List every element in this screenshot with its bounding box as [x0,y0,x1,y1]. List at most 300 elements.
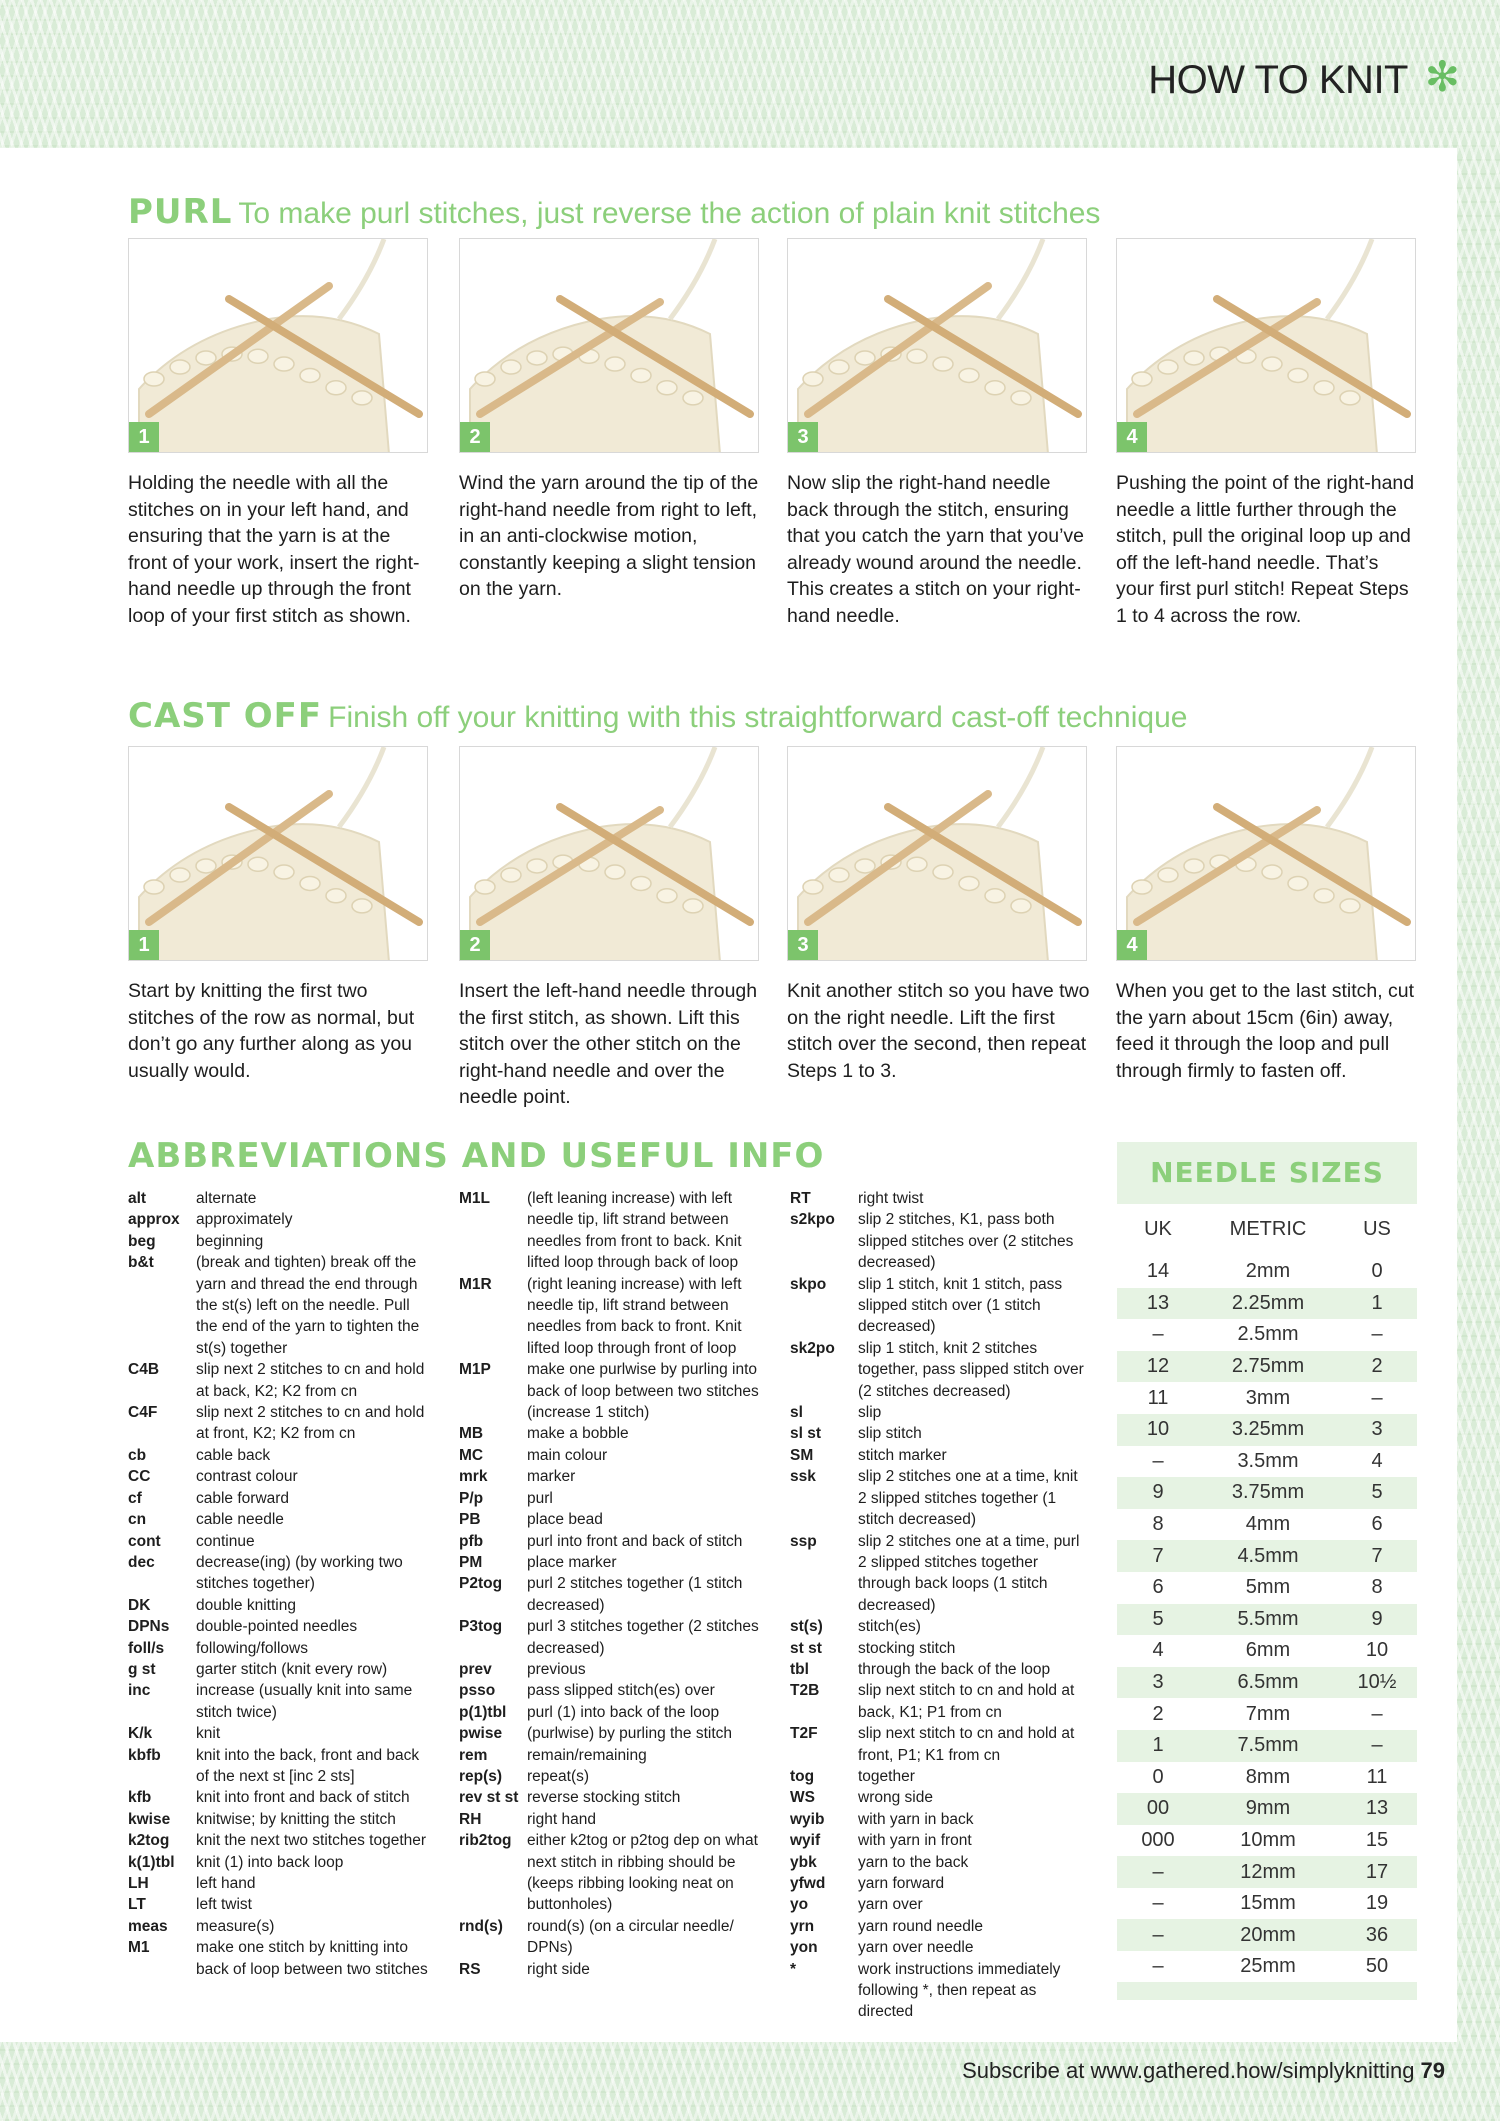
needle-size-row [1117,1856,1417,1888]
needle-size-metric: 3.25mm [1231,1418,1305,1441]
abbreviation-definition: knit into the back, front and back of the next st [inc 2 sts] [196,1746,420,1785]
abbreviation-entry [128,1488,428,1509]
abbreviation-term: MC [459,1446,484,1464]
abbreviation-definition: yarn round needle [858,1917,983,1935]
abbreviation-definition: slip stitch [858,1425,922,1443]
needle-size-uk: 10 [1146,1418,1170,1441]
abbreviation-definition: right twist [858,1190,924,1207]
needle-size-us: 15 [1365,1828,1389,1851]
abbreviation-entry [128,1937,428,1980]
abbreviation-entry [459,1552,759,1573]
needle-size-metric: 6mm [1245,1639,1291,1662]
abbreviation-definition: work instructions immediately following *, then repeat as directed [858,1960,1061,2021]
abbreviation-entry [128,1723,428,1744]
abbreviation-entry [459,1680,759,1701]
abbreviation-entry [459,1359,759,1423]
abbreviation-entry [790,1916,1090,1937]
abbreviation-term: DPNs [128,1618,170,1636]
abbreviation-term: inc [128,1682,151,1700]
needle-size-us: 8 [1371,1576,1383,1599]
castoff-step-1-photo [128,746,428,961]
abbreviation-entry [128,1787,428,1808]
needle-size-us: – [1371,1702,1383,1725]
needle-size-row [1117,1477,1417,1509]
castoff-step-4-text: When you get to the last stitch, cut the yarn about 15cm (6in) away, feed it through the loop and pull through firmly to fasten off. [1116,980,1415,1082]
abbreviation-term: M1 [128,1939,150,1957]
page-number: 79 [1420,2058,1445,2083]
abbreviation-definition: increase (usually knit into same stitch twice) [196,1682,413,1721]
abbreviation-term: yfwd [790,1875,826,1892]
abbreviation-entry [790,1959,1090,2023]
abbreviation-term: beg [128,1232,156,1250]
abbreviation-entry [128,1638,428,1659]
abbreviation-term: RH [459,1810,482,1828]
knitting-illustration [1127,747,1407,961]
header-uk: UK [1144,1218,1172,1240]
abbreviation-term: rep(s) [459,1767,503,1785]
abbreviation-term: LH [128,1875,149,1892]
needle-size-uk: 00 [1146,1797,1170,1820]
abbreviation-entry [128,1809,428,1830]
abbreviation-entry [790,1638,1090,1659]
needle-size-uk: – [1152,1955,1164,1978]
abbreviation-definition: slip next stitch to cn and hold at back, K1; P1 from cn [858,1682,1075,1721]
knitting-illustration [798,747,1078,961]
needle-size-metric: 25mm [1240,1955,1296,1978]
abbreviation-term: cn [128,1511,147,1529]
needle-size-uk: – [1152,1892,1164,1915]
abbreviation-definition: with yarn in front [858,1832,972,1850]
abbreviation-term: s2kpo [790,1211,835,1229]
needle-size-uk: – [1152,1449,1164,1472]
abbreviation-entry [128,1188,428,1209]
abbreviation-term: prev [459,1660,492,1678]
abbreviation-entry [128,1745,428,1788]
step-number-badge: 3 [788,930,818,960]
abbreviation-definition: right hand [527,1810,596,1828]
abbreviation-definition: stocking stitch [858,1639,956,1657]
abbreviation-definition: stitch marker [858,1446,947,1464]
needle-size-row [1117,1382,1417,1414]
needle-size-us: 50 [1365,1955,1389,1978]
abbreviation-term: PB [459,1511,481,1529]
needle-size-uk: – [1152,1860,1164,1883]
abbreviation-entry [128,1445,428,1466]
abbreviation-term: M1P [459,1361,491,1379]
needle-size-us: – [1371,1386,1383,1409]
purl-step-4-photo [1116,238,1416,453]
abbreviation-term: LT [128,1896,146,1914]
abbreviation-entry [790,1274,1090,1338]
abbreviation-definition: make a bobble [527,1425,629,1443]
abbreviation-definition: cable needle [196,1511,284,1529]
abbreviation-term: yon [790,1939,818,1957]
abbreviation-term: approx [128,1211,180,1229]
purl-step-3-text: Now slip the right-hand needle back through the stitch, ensuring that you catch the yarn that you’ve already wound around the needle. This creates a stitch on your right-hand needle. [787,472,1085,627]
needle-size-uk: 2 [1152,1702,1164,1725]
abbreviation-entry [790,1423,1090,1444]
needle-sizes-title: NEEDLE SIZES [1117,1142,1417,1204]
abbreviation-entry [128,1231,428,1252]
abbreviation-entry [459,1809,759,1830]
step-number-badge: 2 [460,422,490,452]
abbreviation-term: T2F [790,1725,818,1743]
abbreviation-entry [790,1894,1090,1915]
castoff-step-3-text: Knit another stitch so you have two on the right needle. Lift the first stitch over the second, then repeat Steps 1 to 3. [787,980,1090,1082]
needle-size-metric: 3.75mm [1231,1481,1305,1504]
abbreviation-definition: decrease(ing) (by working two stitches together) [196,1553,403,1593]
castoff-step-2-photo [459,746,759,961]
needle-size-row [1117,1793,1417,1825]
needle-size-us: 3 [1371,1418,1383,1441]
abbreviation-definition: knitwise; by knitting the stitch [196,1810,396,1828]
abbreviations-heading: ABBREVIATIONS AND USEFUL INFO [128,1136,825,1176]
abbreviation-term: P2tog [459,1575,503,1593]
abbreviation-term: cf [128,1489,142,1507]
abbreviation-definition: round(s) (on a circular needle/ DPNs) [527,1917,734,1957]
abbreviation-definition: purl (1) into back of the loop [527,1703,720,1721]
needle-size-metric: 5.5mm [1237,1607,1299,1630]
abbreviation-term: MB [459,1425,484,1443]
abbreviation-term: yrn [790,1917,815,1935]
abbreviation-term: k2tog [128,1832,170,1850]
abbreviation-term: k(1)tbl [128,1853,175,1871]
knitting-illustration [139,747,419,961]
abbreviation-entry [790,1445,1090,1466]
abbreviation-term: M1R [459,1275,492,1293]
abbreviation-term: sl st [790,1425,822,1443]
abbreviation-entry [790,1659,1090,1680]
purl-step-1-text: Holding the needle with all the stitches on in your left hand, and ensuring that the yarn is at the front of your work, insert the right-hand needle up through the front loop of your first stitch as shown. [128,472,420,627]
abbreviation-entry [128,1852,428,1873]
abbreviation-term: wyib [790,1810,825,1828]
step-number-badge: 1 [129,930,159,960]
castoff-step-2-text: Insert the left-hand needle through the first stitch, as shown. Lift this stitch over the other stitch on the right-hand needle and over the needle point. [459,980,758,1108]
abbreviation-term: ybk [790,1853,817,1871]
step-number-badge: 4 [1117,422,1147,452]
needle-size-row [1117,1256,1417,1288]
abbreviation-entry [459,1466,759,1487]
needle-size-metric: 20mm [1240,1923,1296,1946]
abbreviation-definition: yarn to the back [858,1853,969,1871]
abbreviation-entry [459,1188,759,1274]
needle-size-metric: 4mm [1245,1513,1291,1536]
abbreviation-entry [790,1209,1090,1273]
abbreviations-column-2 [459,1188,759,1980]
abbreviation-entry [459,1702,759,1723]
abbreviation-definition: alternate [196,1190,257,1207]
abbreviation-definition: approximately [196,1211,293,1229]
needle-size-us: 2 [1371,1355,1383,1378]
abbreviation-definition: slip [858,1404,882,1422]
abbreviation-term: dec [128,1553,155,1571]
header-us: US [1363,1218,1391,1240]
abbreviation-definition: (purlwise) by purling the stitch [527,1725,733,1743]
abbreviation-term: skpo [790,1275,827,1293]
abbreviation-definition: slip 1 stitch, knit 1 stitch, pass slipped stitch over (1 stitch decreased) [858,1275,1063,1336]
abbreviation-term: st(s) [790,1618,823,1636]
abbreviation-definition: through the back of the loop [858,1660,1051,1678]
needle-size-us: 10½ [1357,1671,1397,1694]
abbreviation-term: SM [790,1446,814,1464]
abbreviation-entry [128,1873,428,1894]
step-number-badge: 3 [788,422,818,452]
abbreviation-entry [128,1894,428,1915]
abbreviation-term: C4B [128,1361,160,1379]
needle-size-row [1117,1604,1417,1636]
needle-size-row [1117,1951,1417,1983]
abbreviation-definition: slip 1 stitch, knit 2 stitches together, pass slipped stitch over (2 stitches decreased) [858,1339,1084,1400]
abbreviation-term: yo [790,1896,809,1914]
needle-size-metric: 5mm [1245,1576,1291,1599]
knitting-illustration [139,239,419,453]
abbreviation-entry [790,1723,1090,1766]
abbreviation-term: p(1)tbl [459,1703,507,1721]
needle-size-uk: 7 [1152,1544,1164,1567]
castoff-subtitle: Finish off your knitting with this straightforward cast-off technique [328,701,1188,734]
needle-size-row [1117,1730,1417,1762]
purl-heading [128,192,1100,232]
abbreviation-entry [790,1402,1090,1423]
abbreviation-entry [459,1723,759,1744]
needle-size-us: 36 [1365,1923,1389,1946]
abbreviation-entry [790,1809,1090,1830]
needle-size-uk: 0 [1152,1765,1164,1788]
abbreviation-entry [459,1509,759,1530]
needle-size-metric: 9mm [1245,1797,1291,1820]
abbreviation-definition: slip next stitch to cn and hold at front, P1; K1 from cn [858,1725,1075,1764]
needle-size-metric: 2.25mm [1231,1291,1305,1314]
needle-size-row [1117,1319,1417,1351]
abbreviation-entry [459,1916,759,1959]
abbreviation-definition: together [858,1767,915,1785]
needle-size-row [1117,1414,1417,1446]
purl-step-4-text: Pushing the point of the right-hand needle a little further through the stitch, pull the original loop up and off the left-hand needle. That’s your first purl stitch! Repeat Steps 1 to 4 across the row. [1116,472,1415,627]
needle-size-row [1117,1698,1417,1730]
abbreviation-term: tog [790,1767,815,1785]
abbreviation-term: * [790,1960,797,1978]
abbreviation-definition: slip 2 stitches one at a time, purl 2 slipped stitches together through back loops (1 stitch decreased) [858,1532,1080,1614]
needle-size-uk: – [1152,1323,1164,1346]
abbreviation-definition: garter stitch (knit every row) [196,1660,388,1678]
abbreviation-entry [790,1830,1090,1851]
needle-size-row [1117,1351,1417,1383]
abbreviation-term: tbl [790,1660,809,1678]
needle-size-row [1117,1572,1417,1604]
needle-size-us: 7 [1371,1544,1383,1567]
abbreviation-entry [790,1937,1090,1958]
abbreviation-entry [459,1959,759,1980]
abbreviation-definition: knit [196,1725,221,1743]
needle-size-row [1117,1762,1417,1794]
flower-icon: ✻ [1424,53,1460,100]
abbreviation-definition: repeat(s) [527,1767,590,1785]
needle-size-uk: 8 [1152,1513,1164,1536]
abbreviation-entry [128,1252,428,1359]
abbreviation-term: rib2tog [459,1832,512,1850]
abbreviation-entry [459,1659,759,1680]
abbreviation-definition: yarn forward [858,1875,945,1892]
needle-size-row [1117,1288,1417,1320]
abbreviation-definition: slip next 2 stitches to cn and hold at front, K2; K2 from cn [196,1404,425,1443]
needle-size-us: 6 [1371,1513,1383,1536]
abbreviation-entry [790,1531,1090,1617]
abbreviation-term: RT [790,1190,811,1207]
abbreviation-term: kfb [128,1789,152,1807]
needle-size-metric: 3.5mm [1237,1449,1299,1472]
needle-size-us: – [1371,1323,1383,1346]
abbreviation-term: P/p [459,1489,484,1507]
castoff-step-4-photo [1116,746,1416,961]
abbreviation-entry [790,1616,1090,1637]
needle-size-us: 5 [1371,1481,1383,1504]
abbreviation-definition: purl 2 stitches together (1 stitch decreased) [527,1575,743,1614]
abbreviation-term: b&t [128,1254,154,1272]
needle-size-uk: 6 [1152,1576,1164,1599]
needle-size-us: 13 [1365,1797,1389,1820]
abbreviation-definition: make one stitch by knitting into back of loop between two stitches [196,1939,428,1978]
abbreviation-term: alt [128,1190,147,1207]
abbreviation-entry [790,1852,1090,1873]
step-number-badge: 2 [460,930,490,960]
abbreviation-definition: (break and tighten) break off the yarn and thread the end through the st(s) left on the needle. Pull the end of the yarn to tighten the st(s) together [196,1254,420,1357]
abbreviation-term: pfb [459,1532,484,1550]
abbreviation-definition: knit the next two stitches together [196,1832,427,1850]
castoff-step-1-text: Start by knitting the first two stitches of the row as normal, but don’t go any further along as you usually would. [128,980,415,1082]
needle-size-uk: 4 [1152,1639,1164,1662]
abbreviation-entry [128,1595,428,1616]
abbreviation-term: RS [459,1960,481,1978]
abbreviation-definition: left hand [196,1875,256,1892]
abbreviation-definition: remain/remaining [527,1746,647,1764]
purl-step-2-photo [459,238,759,453]
abbreviation-entry [459,1488,759,1509]
needle-size-metric: 10mm [1240,1828,1296,1851]
abbreviation-definition: beginning [196,1232,264,1250]
abbreviation-term: T2B [790,1682,820,1700]
page-header-title: HOW TO KNIT [1148,58,1408,102]
abbreviation-definition: main colour [527,1446,608,1464]
needle-size-row [1117,1635,1417,1667]
castoff-title: CAST OFF [128,696,323,736]
needle-size-us: 1 [1371,1291,1383,1314]
abbreviation-term: rev st st [459,1789,519,1807]
abbreviation-definition: with yarn in back [858,1810,974,1828]
footer-subscribe-text: Subscribe at www.gathered.how/simplyknitting [962,2058,1415,2083]
abbreviation-entry [128,1616,428,1637]
needle-size-metric: 2mm [1245,1260,1291,1283]
needle-size-metric: 8mm [1245,1765,1291,1788]
abbreviation-entry [790,1680,1090,1723]
abbreviation-definition: knit into front and back of stitch [196,1789,410,1807]
purl-step-1-photo [128,238,428,453]
abbreviation-term: P3tog [459,1618,503,1636]
needle-size-us: 0 [1371,1260,1383,1283]
footer [962,2058,1445,2084]
abbreviation-definition: pass slipped stitch(es) over [527,1682,715,1700]
abbreviation-definition: place bead [527,1511,603,1529]
abbreviation-definition: purl 3 stitches together (2 stitches decreased) [527,1618,759,1657]
needle-sizes-bottom-band [1117,1982,1417,2000]
abbreviation-entry [459,1616,759,1659]
needle-size-us: – [1371,1734,1383,1757]
abbreviation-term: rnd(s) [459,1917,503,1935]
abbreviation-term: mrk [459,1468,488,1486]
abbreviation-term: kbfb [128,1746,161,1764]
abbreviation-term: st st [790,1639,822,1657]
needle-size-uk: 5 [1152,1607,1164,1630]
needle-size-row [1117,1540,1417,1572]
needle-size-metric: 15mm [1240,1892,1296,1915]
needle-size-row [1117,1919,1417,1951]
needle-size-uk: 1 [1152,1734,1164,1757]
abbreviation-definition: make one purlwise by purling into back of loop between two stitches (increase 1 stitch) [527,1361,759,1422]
needle-size-metric: 4.5mm [1237,1544,1299,1567]
abbreviation-term: sl [790,1404,803,1422]
abbreviation-entry [128,1359,428,1402]
abbreviation-entry [790,1188,1090,1209]
abbreviation-definition: previous [527,1660,586,1678]
abbreviation-entry [790,1338,1090,1402]
needle-size-us: 11 [1366,1765,1388,1788]
abbreviation-term: foll/s [128,1639,165,1657]
needle-sizes-header [1117,1218,1417,1252]
castoff-heading [128,696,1187,736]
needle-size-row [1117,1667,1417,1699]
abbreviation-term: ssk [790,1468,816,1486]
abbreviation-term: wyif [790,1832,821,1850]
abbreviation-definition: cable back [196,1446,271,1464]
needle-size-uk: 000 [1141,1828,1175,1851]
abbreviation-definition: wrong side [858,1789,933,1807]
abbreviation-entry [790,1466,1090,1530]
abbreviation-term: DK [128,1596,151,1614]
abbreviation-term: pwise [459,1725,503,1743]
needle-size-us: 10 [1365,1639,1389,1662]
abbreviations-column-3 [790,1188,1090,2023]
abbreviation-definition: double knitting [196,1596,296,1614]
abbreviation-term: meas [128,1917,168,1935]
abbreviation-definition: yarn over needle [858,1939,974,1957]
knitting-illustration [1127,239,1407,453]
abbreviation-term: g st [128,1660,156,1678]
needle-size-uk: 14 [1146,1260,1170,1283]
needle-size-metric: 7.5mm [1237,1734,1299,1757]
abbreviation-entry [128,1680,428,1723]
abbreviation-entry [459,1766,759,1787]
abbreviation-entry [459,1745,759,1766]
abbreviation-entry [459,1787,759,1808]
purl-step-3-photo [787,238,1087,453]
abbreviation-term: rem [459,1746,488,1764]
abbreviation-term: WS [790,1789,815,1807]
abbreviation-entry [459,1531,759,1552]
abbreviation-definition: yarn over [858,1896,923,1914]
abbreviation-definition: knit (1) into back loop [196,1853,344,1871]
needle-size-us: 19 [1365,1892,1389,1915]
abbreviation-definition: slip 2 stitches one at a time, knit 2 slipped stitches together (1 stitch decreased) [858,1468,1078,1529]
knitting-illustration [798,239,1078,453]
abbreviation-term: CC [128,1468,151,1486]
abbreviation-term: K/k [128,1725,153,1743]
needle-size-uk: 13 [1146,1291,1170,1314]
abbreviation-entry [459,1445,759,1466]
abbreviation-definition: continue [196,1532,255,1550]
abbreviation-entry [128,1402,428,1445]
abbreviation-definition: measure(s) [196,1917,275,1935]
abbreviations-column-1 [128,1188,428,1980]
abbreviation-definition: reverse stocking stitch [527,1789,681,1807]
